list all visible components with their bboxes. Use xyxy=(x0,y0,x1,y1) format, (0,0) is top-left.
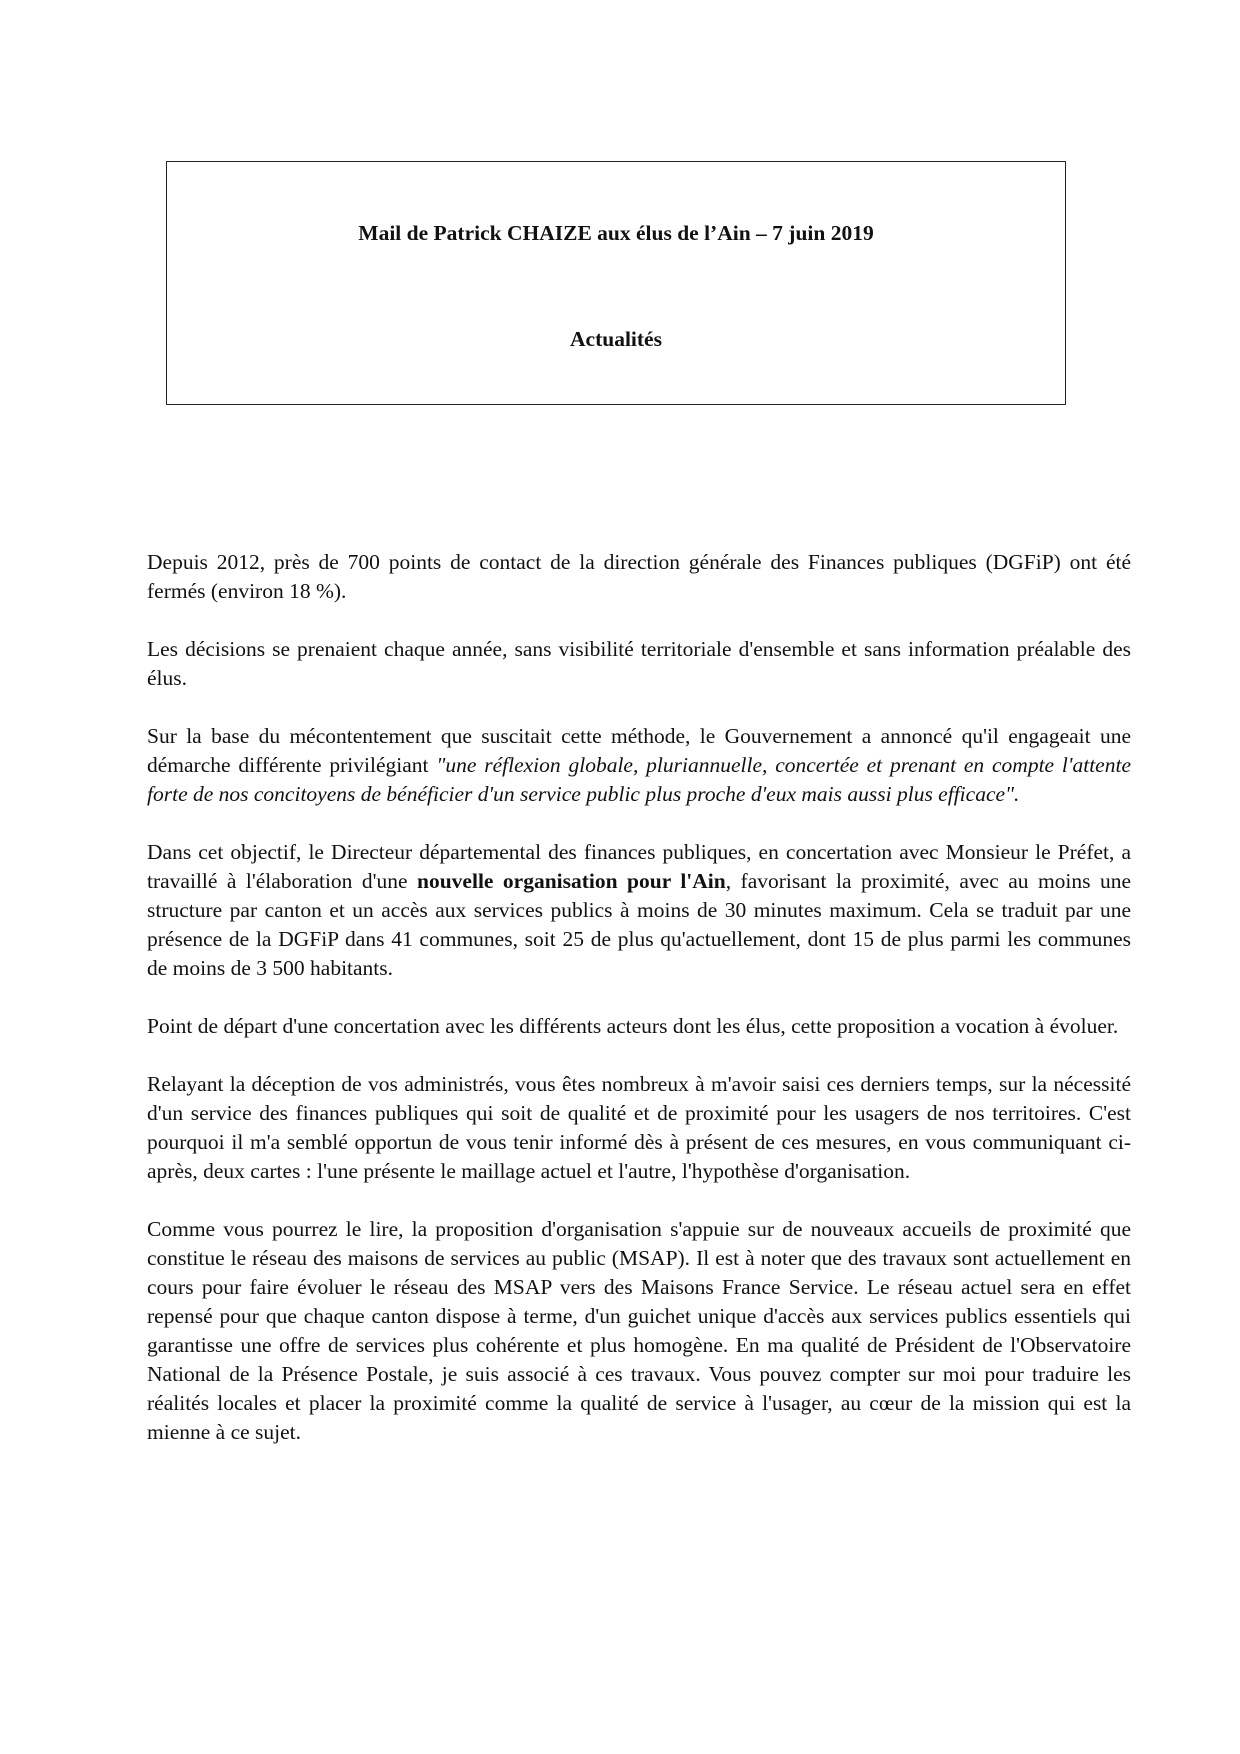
government-quote: "une réflexion globale, pluriannuelle, concertée et prenant en compte l'attente forte de nos concitoyens de bénéficier d'un service public plus proche d'eux mais aussi plus efficace". xyxy=(147,753,1131,806)
letter-body xyxy=(147,548,1131,1447)
paragraph-6: Relayant la déception de vos administrés, vous êtes nombreux à m'avoir saisi ces derniers temps, sur la nécessité d'un service des finances publiques qui soit de qualité et de proximité pour les usagers de nos territoires. C'est pourquoi il m'a semblé opportun de vous tenir informé dès à présent de ces mesures, en vous communiquant ci-après, deux cartes : l'une présente le maillage actuel et l'autre, l'hypothèse d'organisation. xyxy=(147,1072,1131,1183)
new-organisation-highlight: nouvelle organisation pour l'Ain xyxy=(417,869,726,893)
paragraph-2: Les décisions se prenaient chaque année, sans visibilité territoriale d'ensemble et sans information préalable des élus. xyxy=(147,637,1131,690)
document-title: Mail de Patrick CHAIZE aux élus de l’Ain – 7 juin 2019 xyxy=(358,221,874,245)
title-box xyxy=(166,161,1066,405)
paragraph-4 xyxy=(147,838,1131,983)
paragraph-4-text-end: , favorisant la proximité, avec au moins une structure par canton et un accès aux services publics à moins de 30 minutes maximum. Cela se traduit par une présence de la DGFiP dans 41 communes, soit 25 de plus qu'actuellement, dont 15 de plus parmi les communes de moins de 3 500 habitants. xyxy=(147,869,1132,980)
paragraph-4-text-start: Dans cet objectif, le Directeur départemental des finances publiques, en concertation avec Monsieur le Préfet, a travaillé à l'élaboration d'une xyxy=(147,840,1131,893)
document-subtitle: Actualités xyxy=(570,327,662,351)
paragraph-5: Point de départ d'une concertation avec les différents acteurs dont les élus, cette proposition a vocation à évoluer. xyxy=(147,1014,1119,1038)
paragraph-7: Comme vous pourrez le lire, la proposition d'organisation s'appuie sur de nouveaux accueils de proximité que constitue le réseau des maisons de services au public (MSAP). Il est à noter que des travaux sont actuellement en cours pour faire évoluer le réseau des MSAP vers des Maisons France Service. Le réseau actuel sera en effet repensé pour que chaque canton dispose à terme, d'un guichet unique d'accès aux services publics essentiels qui garantisse une offre de services plus cohérente et plus homogène. En ma qualité de Président de l'Observatoire National de la Présence Postale, je suis associé à ces travaux. Vous pouvez compter sur moi pour traduire les réalités locales et placer la proximité comme la qualité de service à l'usager, au cœur de la mission qui est la mienne à ce sujet. xyxy=(147,1217,1131,1444)
paragraph-1: Depuis 2012, près de 700 points de contact de la direction générale des Finances publiques (DGFiP) ont été fermés (environ 18 %). xyxy=(147,550,1131,603)
paragraph-3 xyxy=(147,722,1131,809)
paragraph-3-text: Sur la base du mécontentement que suscitait cette méthode, le Gouvernement a annoncé qu'il engageait une démarche différente privilégiant xyxy=(147,724,1131,777)
